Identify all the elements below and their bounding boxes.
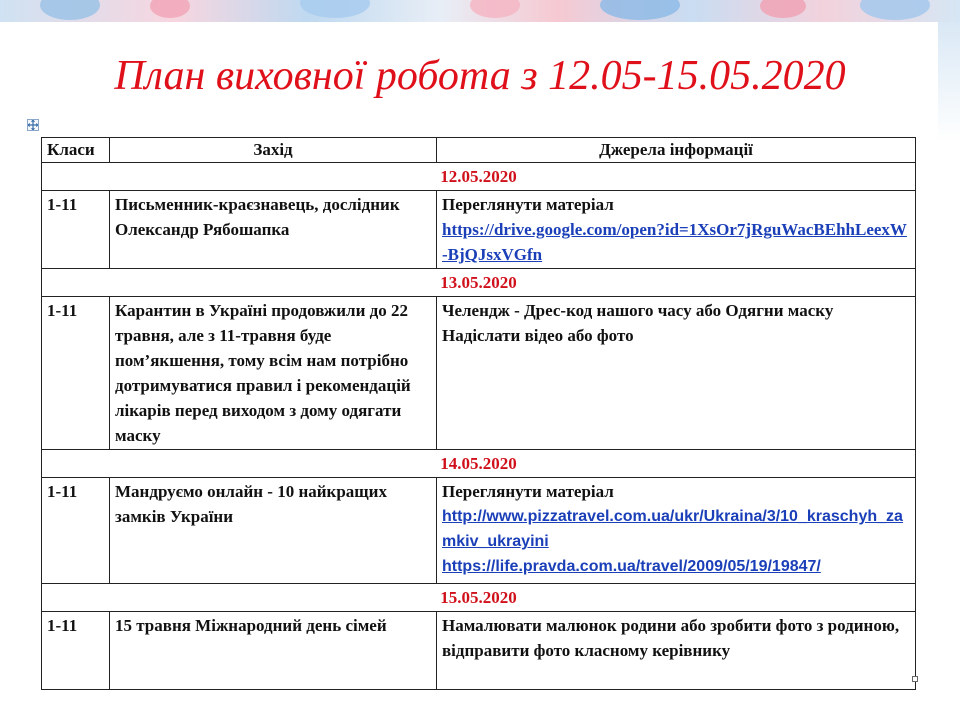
classes-cell: 1-11 xyxy=(42,612,110,690)
move-handle-icon[interactable] xyxy=(27,119,39,131)
page-title: План виховної робота з 12.05-15.05.2020 xyxy=(114,53,846,99)
decorative-floral-banner xyxy=(0,0,960,22)
source-cell xyxy=(437,191,916,269)
date-cell: 15.05.2020 xyxy=(42,584,916,612)
table-row xyxy=(42,612,916,690)
header-sources: Джерела інформації xyxy=(437,138,916,163)
event-cell: Письменник-краєзнавець, дослідник Олександр Рябошапка xyxy=(110,191,437,269)
date-cell: 14.05.2020 xyxy=(42,450,916,478)
date-cell: 13.05.2020 xyxy=(42,269,916,297)
classes-cell: 1-11 xyxy=(42,297,110,450)
source-text: Переглянути матеріал xyxy=(442,482,614,501)
date-cell: 12.05.2020 xyxy=(42,163,916,191)
date-row xyxy=(42,163,916,191)
event-cell: 15 травня Міжнародний день сімей xyxy=(110,612,437,690)
source-cell xyxy=(437,478,916,584)
table-header-row xyxy=(42,138,916,163)
table-row xyxy=(42,478,916,584)
date-row xyxy=(42,584,916,612)
source-link[interactable]: https://life.pravda.com.ua/travel/2009/05/19/19847/ xyxy=(442,558,821,575)
classes-cell: 1-11 xyxy=(42,478,110,584)
table-row xyxy=(42,297,916,450)
source-link[interactable]: http://www.pizzatravel.com.ua/ukr/Ukraina/3/10_kraschyh_zamkiv_ukrayini xyxy=(442,508,903,550)
source-cell: Намалювати малюнок родини або зробити фото з родиною, відправити фото класному керівнику xyxy=(437,612,916,690)
table-row xyxy=(42,191,916,269)
source-text: Переглянути матеріал xyxy=(442,195,614,214)
classes-cell: 1-11 xyxy=(42,191,110,269)
event-cell: Мандруємо онлайн - 10 найкращих замків України xyxy=(110,478,437,584)
date-row xyxy=(42,450,916,478)
source-cell: Челендж - Дрес-код нашого часу або Одягни маску Надіслати відео або фото xyxy=(437,297,916,450)
header-classes: Класи xyxy=(42,138,110,163)
date-row xyxy=(42,269,916,297)
plan-table xyxy=(41,137,916,690)
header-event: Захід xyxy=(110,138,437,163)
event-cell: Карантин в Україні продовжили до 22 травня, але з 11-травня буде пом’якшення, тому всім нам потрібно дотримуватися правил і рекомендацій лікарів перед виходом з дому одягати маску xyxy=(110,297,437,450)
resize-handle-icon[interactable] xyxy=(912,676,918,682)
source-link[interactable]: https://drive.google.com/open?id=1XsOr7jRguWacBEhhLeexW-BjQJsxVGfn xyxy=(442,220,907,264)
